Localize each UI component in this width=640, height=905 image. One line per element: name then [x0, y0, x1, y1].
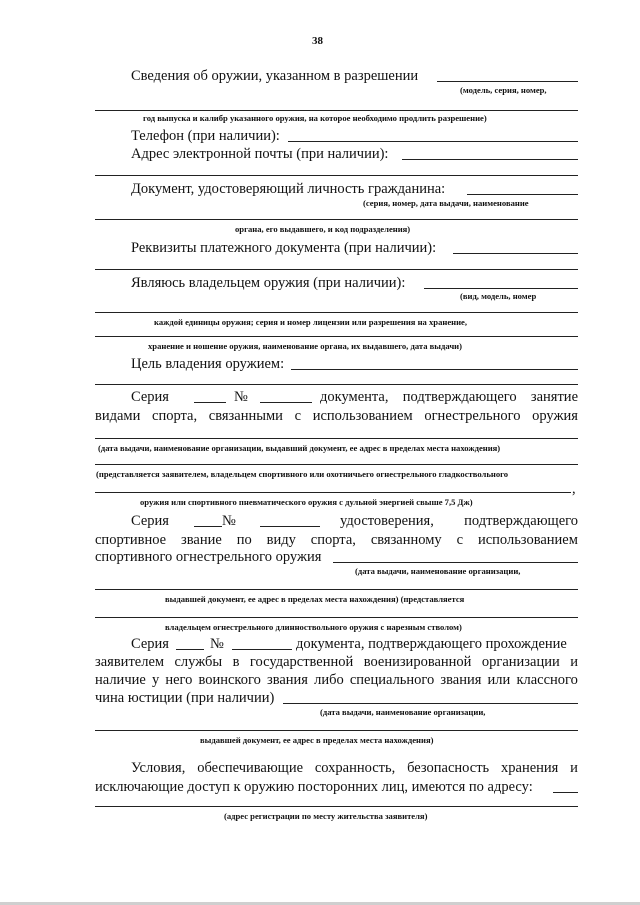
word: звание — [181, 532, 222, 548]
sport-doc-series-label: Серия — [131, 389, 169, 405]
service-doc-line3 — [95, 673, 578, 688]
sport-doc-hint-2: (представляется заявителем, владельцем спортивного или охотничьего огнестрельного гладкоствольного — [96, 469, 509, 479]
word: и — [570, 654, 578, 670]
word: обеспечивающие — [197, 760, 304, 776]
word: в — [232, 654, 240, 670]
word: сохранность, — [314, 760, 396, 776]
word: видами — [95, 408, 141, 424]
identity-doc-hint-2: органа, его выдавшего, и код подразделения) — [235, 224, 411, 234]
word: или — [487, 672, 511, 688]
service-doc-series-label: Серия — [131, 636, 169, 652]
word: с — [294, 408, 302, 424]
word: использованием — [312, 408, 413, 424]
purpose-label: Цель владения оружием: — [131, 356, 285, 372]
sport-title-number-field[interactable] — [260, 526, 320, 527]
sport-title-hint-2: выдавшей документ, ее адрес в пределах места нахождения) (представляется — [165, 594, 465, 604]
word: службы — [174, 654, 223, 670]
word: безопасность — [407, 760, 490, 776]
email-field-line[interactable] — [402, 159, 578, 160]
word: использованием — [477, 532, 578, 548]
word: военизированной — [363, 654, 472, 670]
sport-doc-field-line[interactable] — [95, 438, 578, 439]
service-doc-hint-2: выдавшей документ, ее адрес в пределах места нахождения) — [200, 735, 434, 745]
owner-hint-3: хранение и ношение оружия, наименование органа, их выдавшего, дата выдачи) — [148, 341, 462, 351]
service-doc-field-line[interactable] — [283, 703, 578, 704]
word: либо — [314, 672, 344, 688]
identity-doc-hint-1: (серия, номер, дата выдачи, наименование — [363, 198, 529, 208]
sport-title-field-line[interactable] — [333, 562, 578, 563]
weapon-info-label: Сведения об оружии, указанном в разрешении — [131, 68, 419, 84]
sport-doc-field-line-2[interactable] — [95, 464, 578, 465]
identity-doc-label: Документ, удостоверяющий личность гражданина: — [131, 181, 446, 197]
sport-doc-hint-3: оружия или спортивного пневматического оружия с дульной энергией свыше 7,5 Дж) — [140, 497, 473, 507]
word: звания — [266, 672, 308, 688]
word: специального — [349, 672, 435, 688]
word: государственной — [249, 654, 354, 670]
sport-doc-line1-rest — [320, 390, 578, 405]
word: воинского — [198, 672, 261, 688]
word: по — [236, 532, 252, 548]
sport-title-line1-rest — [340, 514, 578, 529]
owner-field-line-3[interactable] — [95, 336, 578, 337]
word: подтверждающего — [464, 513, 578, 529]
word: оружия — [532, 408, 578, 424]
service-doc-line1-rest: документа, подтверждающего прохождение — [296, 636, 567, 652]
sport-doc-comma: , — [572, 481, 576, 497]
phone-field-line[interactable] — [288, 141, 578, 142]
service-doc-number-field[interactable] — [232, 649, 292, 650]
word: документа, — [320, 389, 389, 405]
owner-label: Являюсь владельцем оружия (при наличии): — [131, 275, 406, 291]
word: занятие — [530, 389, 578, 405]
storage-hint-1: (адрес регистрации по месту жительства заявителя) — [224, 811, 428, 821]
payment-field-line-2[interactable] — [95, 269, 578, 270]
service-doc-hint-1: (дата выдачи, наименование организации, — [320, 707, 486, 717]
sport-title-hint-3: владельцем огнестрельного длинноствольного оружия с нарезным стволом) — [165, 622, 462, 632]
page-number: 38 — [312, 35, 323, 47]
owner-field-line[interactable] — [424, 288, 578, 289]
word: подтверждающего — [402, 389, 517, 405]
sport-title-hint-1: (дата выдачи, наименование организации, — [355, 566, 521, 576]
word: спорта, — [310, 532, 356, 548]
weapon-info-field-line-2[interactable] — [95, 110, 578, 111]
service-doc-line2 — [95, 655, 578, 670]
word: спорта, — [152, 408, 198, 424]
word: связанному — [370, 532, 442, 548]
storage-field-line[interactable] — [553, 792, 578, 793]
word: и — [570, 760, 578, 776]
sport-title-number-label: № — [222, 513, 236, 529]
word: хранения — [501, 760, 559, 776]
word: Условия, — [131, 760, 186, 776]
service-doc-line4: чина юстиции (при наличии) — [95, 690, 275, 706]
word: классного — [516, 672, 578, 688]
sport-doc-number-field[interactable] — [260, 402, 312, 403]
sport-doc-field-line-3[interactable] — [95, 492, 571, 493]
storage-field-line-2[interactable] — [95, 806, 578, 807]
owner-hint-2: каждой единицы оружия; серия и номер лицензии или разрешения на хранение, — [154, 317, 468, 327]
payment-label: Реквизиты платежного документа (при наличии): — [131, 240, 437, 256]
word: спортивное — [95, 532, 167, 548]
service-doc-series-field[interactable] — [176, 649, 204, 650]
word: с — [456, 532, 464, 548]
word: него — [165, 672, 193, 688]
storage-line1 — [131, 761, 578, 776]
email-label: Адрес электронной почты (при наличии): — [131, 146, 389, 162]
word: у — [151, 672, 160, 688]
weapon-info-field-line[interactable] — [437, 81, 578, 82]
word: огнестрельного — [424, 408, 521, 424]
sport-title-series-label: Серия — [131, 513, 169, 529]
owner-hint-1: (вид, модель, номер — [460, 291, 537, 301]
sport-title-field-line-2[interactable] — [95, 589, 578, 590]
word: звания — [440, 672, 482, 688]
phone-label: Телефон (при наличии): — [131, 128, 280, 144]
identity-doc-field-line[interactable] — [467, 194, 578, 195]
word: организации — [481, 654, 560, 670]
word: виду — [266, 532, 296, 548]
service-doc-number-label: № — [210, 636, 224, 652]
sport-doc-series-field[interactable] — [194, 402, 226, 403]
storage-line2: исключающие доступ к оружию посторонних лиц, имеются по адресу: — [95, 779, 533, 795]
service-doc-field-line-2[interactable] — [95, 730, 578, 731]
sport-title-series-field[interactable] — [194, 526, 222, 527]
sport-title-line2 — [95, 533, 578, 548]
purpose-field-line-2[interactable] — [95, 384, 578, 385]
word: наличие — [95, 672, 146, 688]
payment-field-line[interactable] — [453, 253, 578, 254]
sport-title-field-line-3[interactable] — [95, 617, 578, 618]
sport-title-line3: спортивного огнестрельного оружия — [95, 549, 322, 565]
weapon-info-hint-1: (модель, серия, номер, — [460, 85, 547, 95]
sport-doc-line2 — [95, 409, 578, 424]
word: удостоверения, — [340, 513, 434, 529]
sport-doc-number-label: № — [234, 389, 248, 405]
identity-doc-field-line-2[interactable] — [95, 219, 578, 220]
purpose-field-line[interactable] — [291, 369, 578, 370]
weapon-info-hint-2: год выпуска и калибр указанного оружия, на которое необходимо продлить разрешение) — [143, 113, 487, 123]
word: заявителем — [95, 654, 165, 670]
word: связанными — [208, 408, 283, 424]
sport-doc-hint-1: (дата выдачи, наименование организации, выдавший документ, ее адрес в пределах места нахождения) — [98, 443, 501, 453]
email-field-line-2[interactable] — [95, 175, 578, 176]
owner-field-line-2[interactable] — [95, 312, 578, 313]
